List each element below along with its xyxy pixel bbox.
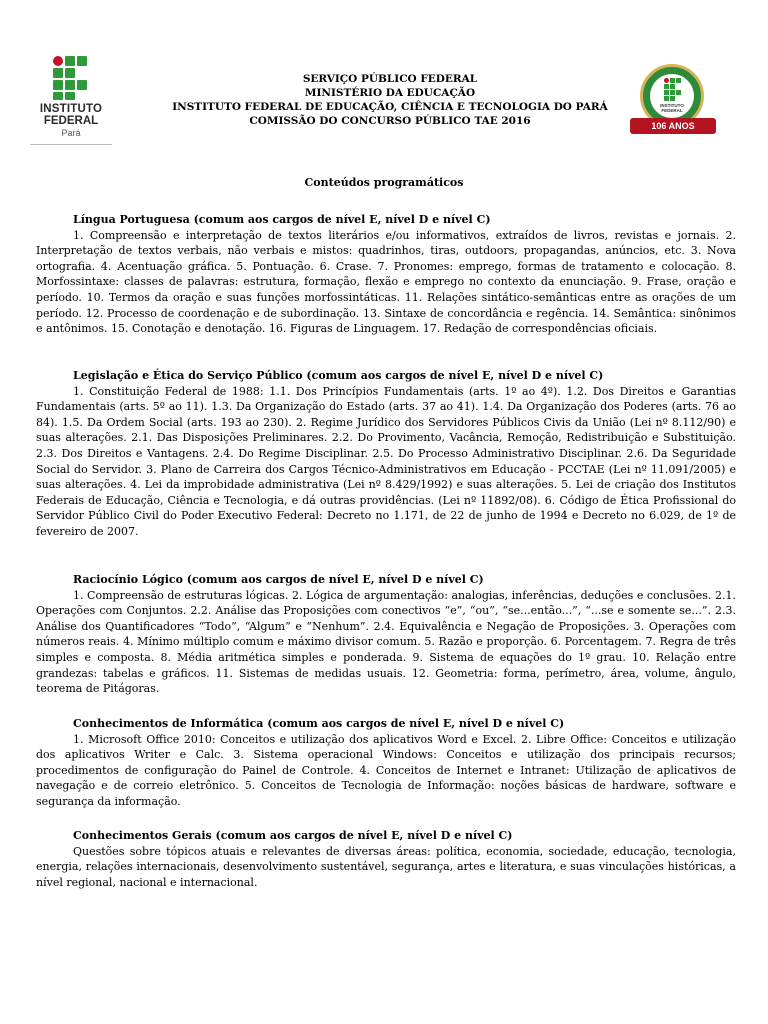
section-informatica	[36, 716, 736, 810]
section-conhecimentos-gerais	[36, 828, 736, 890]
section-raciocinio-logico	[36, 572, 736, 697]
seal-grid-icon	[664, 78, 682, 102]
header-line-servico: SERVIÇO PÚBLICO FEDERAL	[302, 73, 478, 85]
logo-divider	[30, 144, 112, 145]
header-line-ministerio: MINISTÉRIO DA EDUCAÇÃO	[304, 87, 476, 99]
section-heading: Conhecimentos de Informática (comum aos cargos de nível E, nível D e nível C)	[73, 717, 565, 730]
section-heading: Língua Portuguesa (comum aos cargos de nível E, nível D e nível C)	[73, 213, 491, 226]
logo-text-instituto: INSTITUTO	[39, 103, 103, 115]
section-heading: Conhecimentos Gerais (comum aos cargos de nível E, nível D e nível C)	[73, 829, 513, 842]
anniversary-seal	[630, 64, 716, 150]
section-body: 1. Microsoft Office 2010: Conceitos e utilização dos aplicativos Word e Excel. 2. Libre Office: Conceitos e utilização dos aplicativos Writer e Calc. 3. Sistema operacional Windows: Conceitos e utilização dos principais recursos; procedimentos de configuração do Painel de Controle. 4. Conceitos de Internet e Intranet: Utilização de aplicativos de navegação e de correio eletrônico. 5. Conceitos de Tecnologia de Informação: noções básicas de hardware, software e segurança da informação.	[36, 732, 736, 808]
ifpa-logo	[30, 56, 112, 146]
section-body: Questões sobre tópicos atuais e relevantes de diversas áreas: política, economia, sociedade, educação, tecnologia, energia, relações internacionais, desenvolvimento sustentável, segurança, artes e literatura, e suas vinculações históricas, a nível regional, nacional e internacional.	[36, 844, 736, 889]
document-header	[140, 72, 640, 128]
ifpa-logo-grid-icon	[53, 56, 89, 100]
section-lingua-portuguesa	[36, 212, 736, 337]
section-legislacao-etica	[36, 368, 736, 540]
section-heading: Raciocínio Lógico (comum aos cargos de nível E, nível D e nível C)	[73, 573, 484, 586]
logo-text-para: Pará	[61, 128, 81, 138]
section-body: 1. Compreensão de estruturas lógicas. 2. Lógica de argumentação: analogias, inferências, deduções e conclusões. 2.1. Operações com Conjuntos. 2.2. Análise das Proposições com conectivos “e”, “ou”, “se...então...”, “...se e somente se...”. 2.3. Análise dos Quantificadores “Todo”, “Algum” e “Nenhum”. 2.4. Equivalência e Negação de Proposições. 3. Operações com números reais. 4. Mínimo múltiplo comum e máximo divisor comum. 5. Razão e proporção. 6. Porcentagem. 7. Regra de três simples e composta. 8. Média aritmética simples e ponderada. 9. Sistema de equações do 1º grau. 10. Relação entre grandezas: tabelas e gráficos. 11. Sistemas de medidas usuais. 12. Geometria: forma, perímetro, área, volume, ângulo, teorema de Pitágoras.	[36, 588, 736, 696]
section-body: 1. Constituição Federal de 1988: 1.1. Dos Princípios Fundamentais (arts. 1º ao 4º). 1.2. Dos Direitos e Garantias Fundamentais (arts. 5º ao 11). 1.3. Da Organização do Estado (arts. 37 ao 41). 1.4. Da Organização dos Poderes (arts. 76 ao 84). 1.5. Da Ordem Social (arts. 193 ao 230). 2. Regime Jurídico dos Servidores Públicos Civis da União (Lei nº 8.112/90) e suas alterações. 2.1. Das Disposições Preliminares. 2.2. Do Provimento, Vacância, Remoção, Redistribuição e Substituição. 2.3. Dos Direitos e Vantagens. 2.4. Do Regime Disciplinar. 2.5. Do Processo Administrativo Disciplinar. 2.6. Da Seguridade Social do Servidor. 3. Plano de Carreira dos Cargos Técnico-Administrativos em Educação - PCCTAE (Lei nº 11.091/2005) e suas alterações. 4. Lei da improbidade administrativa (Lei nº 8.429/1992) e suas alterações. 5. Lei de criação dos Institutos Federais de Educação, Ciência e Tecnologia, e dá outras providências. (Lei nº 11892/08). 6. Código de Ética Profissional do Servidor Público Civil do Poder Executivo Federal: Decreto no 1.171, de 22 de junho de 1994 e Decreto no 6.029, de 1º de fevereiro de 2007.	[36, 384, 736, 538]
header-line-instituto: INSTITUTO FEDERAL DE EDUCAÇÃO, CIÊNCIA E TECNOLOGIA DO PARÁ	[172, 101, 608, 113]
header-line-comissao: COMISSÃO DO CONCURSO PÚBLICO TAE 2016	[249, 115, 531, 127]
logo-text-federal: FEDERAL	[43, 115, 99, 127]
section-body: 1. Compreensão e interpretação de textos literários e/ou informativos, extraídos de livros, revistas e jornais. 2. Interpretação de textos verbais, não verbais e mistos: quadrinhos, tiras, outdoors, propagandas, anúncios, etc. 3. Nova ortografia. 4. Acentuação gráfica. 5. Pontuação. 6. Crase. 7. Pronomes: emprego, formas de tratamento e colocação. 8. Morfossintaxe: classes de palavras: estrutura, formação, flexão e emprego no contexto da enunciação. 9. Frase, oração e período. 10. Termos da oração e suas funções morfossintáticas. 11. Relações sintático-semânticas entre as orações de um período. 12. Processo de coordenação e de subordinação. 13. Sintaxe de concordância e regência. 14. Semântica: sinônimos e antônimos. 15. Conotação e denotação. 16. Figuras de Linguagem. 17. Redação de correspondências oficiais.	[36, 228, 736, 336]
section-heading: Legislação e Ética do Serviço Público (comum aos cargos de nível E, nível D e nível C)	[73, 369, 604, 382]
page-title: Conteúdos programáticos	[304, 176, 464, 189]
seal-ribbon: 106 ANOS	[630, 118, 716, 134]
seal-text: INSTITUTO FEDERAL	[660, 103, 684, 113]
